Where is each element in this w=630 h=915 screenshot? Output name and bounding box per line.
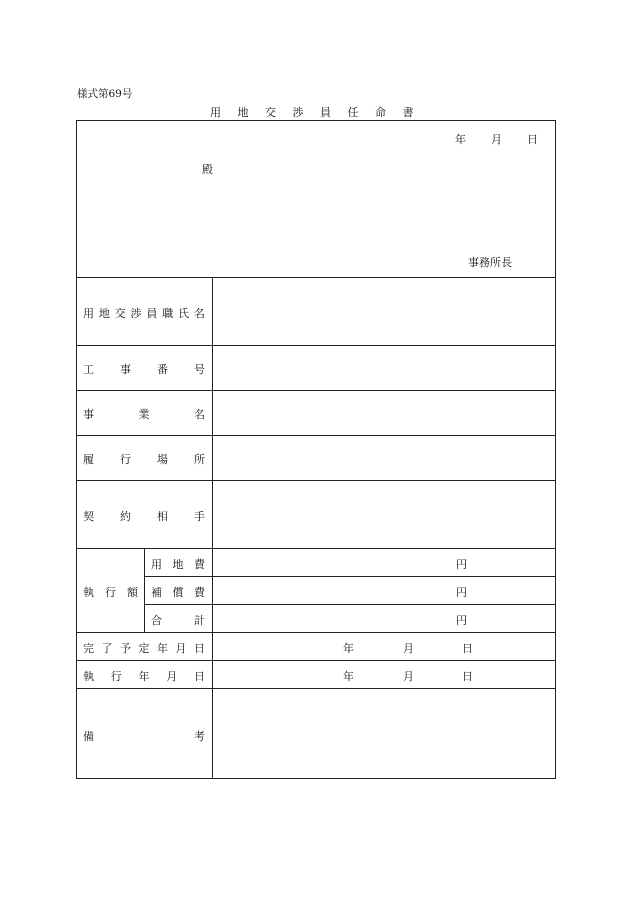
- label-char: 名: [194, 408, 205, 421]
- label-char: 了: [101, 642, 113, 655]
- label-char: 員: [146, 307, 158, 320]
- row-divider: [76, 632, 556, 633]
- label-char: 日: [194, 670, 205, 683]
- label-char: 年: [138, 670, 150, 683]
- label-char: 計: [194, 614, 205, 627]
- row-divider: [144, 604, 556, 605]
- column-divider: [212, 277, 213, 779]
- label-char: 完: [83, 642, 94, 655]
- label-char: 地: [98, 307, 110, 320]
- label-char: 備: [83, 730, 94, 743]
- land-cost-label: [151, 556, 205, 572]
- label-char: 名: [193, 307, 205, 320]
- label-char: 事: [120, 363, 131, 376]
- label-char: 額: [127, 586, 138, 599]
- row-divider: [76, 480, 556, 481]
- label-char: 職: [162, 307, 174, 320]
- label-char: 償: [172, 586, 184, 599]
- label-char: 所: [194, 453, 205, 466]
- counterparty-label: [83, 508, 205, 524]
- label-char: 用: [151, 558, 162, 571]
- document-title: [210, 104, 430, 120]
- execution-day: 日: [462, 670, 473, 683]
- label-char: 予: [120, 642, 131, 655]
- date-year-label: 年: [455, 133, 466, 146]
- label-char: 行: [105, 586, 116, 599]
- row-divider: [76, 660, 556, 661]
- label-char: 執: [83, 586, 94, 599]
- title-char: 交: [265, 106, 276, 119]
- label-char: 契: [83, 510, 94, 523]
- label-char: 地: [172, 558, 184, 571]
- label-char: 工: [83, 363, 94, 376]
- label-char: 月: [175, 642, 187, 655]
- project-name-label: [83, 406, 205, 422]
- issuer-title: 事務所長: [468, 256, 512, 269]
- date-month-label: 月: [491, 133, 502, 146]
- title-char: 地: [237, 106, 249, 119]
- label-char: 業: [138, 408, 150, 421]
- label-char: 行: [120, 453, 131, 466]
- date-day-label: 日: [527, 133, 538, 146]
- row-divider: [76, 390, 556, 391]
- title-char: 命: [375, 106, 386, 119]
- row-divider: [76, 435, 556, 436]
- label-char: 渉: [130, 307, 142, 320]
- label-char: 番: [157, 363, 168, 376]
- label-char: 相: [157, 510, 168, 523]
- label-char: 場: [157, 453, 168, 466]
- compensation-yen: 円: [456, 586, 467, 599]
- row-divider: [76, 345, 556, 346]
- label-char: 行: [110, 670, 122, 683]
- total-label: [151, 612, 205, 628]
- land-cost-yen: 円: [456, 558, 467, 571]
- label-char: 年: [157, 642, 168, 655]
- row-divider: [76, 548, 556, 549]
- title-char: 書: [402, 106, 414, 119]
- completion-day: 日: [462, 642, 473, 655]
- compensation-label: [151, 584, 205, 600]
- row-divider: [76, 688, 556, 689]
- title-char: 員: [320, 106, 331, 119]
- label-char: 合: [151, 614, 162, 627]
- execution-date-label: [83, 668, 205, 684]
- label-char: 約: [120, 510, 131, 523]
- label-char: 手: [194, 510, 205, 523]
- label-char: 考: [194, 730, 205, 743]
- completion-date-label: [83, 640, 205, 656]
- execution-amount-label: [83, 584, 138, 600]
- label-char: 交: [114, 307, 126, 320]
- title-char: 用: [210, 106, 221, 119]
- label-char: 事: [83, 408, 94, 421]
- row-divider: [144, 576, 556, 577]
- completion-month: 月: [403, 642, 414, 655]
- row-divider: [76, 277, 556, 278]
- label-char: 月: [166, 670, 178, 683]
- label-char: 履: [83, 453, 94, 466]
- label-char: 費: [194, 558, 205, 571]
- work-number-label: [83, 361, 205, 377]
- label-char: 氏: [178, 307, 190, 320]
- remarks-label: [83, 728, 205, 744]
- location-label: [83, 451, 205, 467]
- label-char: 定: [138, 642, 150, 655]
- form-number: 様式第69号: [77, 88, 133, 100]
- execution-year: 年: [343, 670, 354, 683]
- execution-month: 月: [403, 670, 414, 683]
- completion-year: 年: [343, 642, 354, 655]
- title-char: 渉: [292, 106, 304, 119]
- label-char: 執: [83, 670, 94, 683]
- label-char: 用: [83, 307, 94, 320]
- label-char: 補: [151, 586, 162, 599]
- label-char: 費: [194, 586, 205, 599]
- addressee-suffix: 殿: [202, 163, 213, 176]
- column-divider: [144, 548, 145, 632]
- label-char: 号: [194, 363, 205, 376]
- label-char: 日: [194, 642, 205, 655]
- officer-name-label: [83, 305, 205, 321]
- title-char: 任: [347, 106, 359, 119]
- total-yen: 円: [456, 614, 467, 627]
